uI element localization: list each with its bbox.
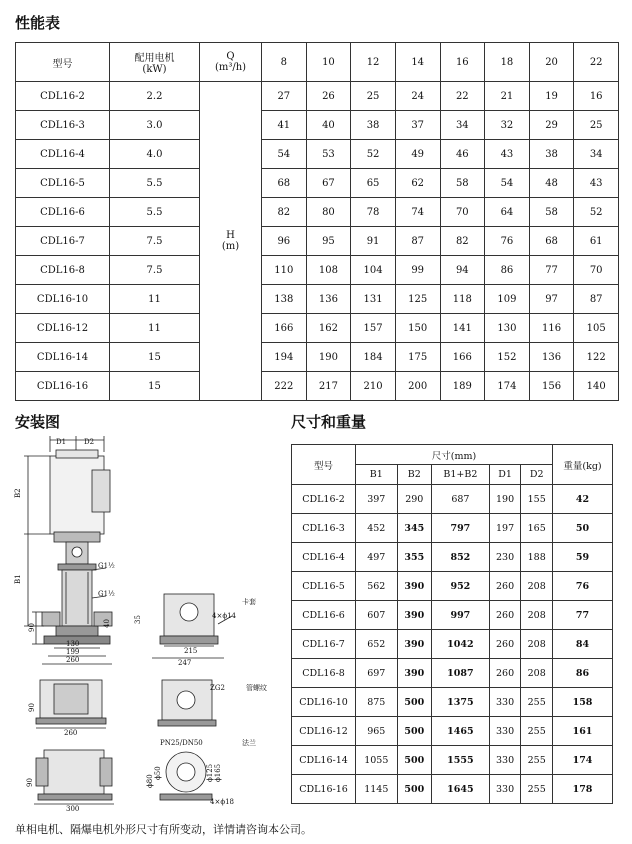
perf-head-value: 140: [574, 372, 619, 401]
dims-sub: B1: [356, 465, 398, 485]
perf-flow: 10: [306, 43, 351, 82]
dims-col-size: 尺寸(mm): [356, 445, 553, 465]
label-pn-dn: PN25/DN50: [160, 739, 203, 747]
dims-col-weight: 重量(kg): [553, 445, 613, 485]
thread-variant-view: [28, 680, 267, 737]
dims-b2: 355: [397, 543, 431, 572]
perf-head-value: 150: [395, 314, 440, 343]
perf-col-q: [200, 43, 262, 82]
perf-power: 5.5: [110, 198, 200, 227]
perf-power: 7.5: [110, 227, 200, 256]
dims-sum: 952: [431, 572, 489, 601]
perf-col-q-label: Q: [226, 51, 235, 62]
dims-b2: 500: [397, 688, 431, 717]
table-row: [292, 543, 613, 572]
perf-head-value: 52: [351, 140, 396, 169]
perf-head-value: 87: [574, 285, 619, 314]
perf-head-value: 222: [262, 372, 307, 401]
dims-sum: 1465: [431, 717, 489, 746]
dims-d1: 260: [489, 630, 521, 659]
perf-head-value: 24: [395, 82, 440, 111]
perf-head-value: 70: [440, 198, 485, 227]
perf-col-model: 型号: [16, 43, 110, 82]
perf-head-value: 86: [485, 256, 530, 285]
table-row: [292, 659, 613, 688]
dimensions-table: [291, 444, 613, 804]
perf-flow: 8: [262, 43, 307, 82]
perf-head-value: 68: [262, 169, 307, 198]
perf-head-value: 67: [306, 169, 351, 198]
perf-head-value: 25: [351, 82, 396, 111]
perf-head-value: 77: [529, 256, 574, 285]
label-clamp: 卡套: [242, 598, 256, 606]
perf-head-value: 80: [306, 198, 351, 227]
table-row: [292, 746, 613, 775]
label-holes-14: 4×ϕ14: [212, 612, 236, 620]
dims-model: CDL16-14: [292, 746, 356, 775]
table-row: [292, 630, 613, 659]
label-dim-90a: 90: [28, 623, 36, 632]
perf-head-value: 194: [262, 343, 307, 372]
perf-model: CDL16-5: [16, 169, 110, 198]
perf-head-value: 96: [262, 227, 307, 256]
table-row: [292, 514, 613, 543]
perf-head-value: 118: [440, 285, 485, 314]
dims-d2: 208: [521, 601, 553, 630]
installation-drawing: [14, 432, 282, 812]
dims-b1: 875: [356, 688, 398, 717]
perf-head-value: 46: [440, 140, 485, 169]
perf-head-value: 200: [395, 372, 440, 401]
dims-weight: 158: [553, 688, 613, 717]
perf-head-value: 136: [306, 285, 351, 314]
perf-head-value: 116: [529, 314, 574, 343]
perf-flow: 22: [574, 43, 619, 82]
label-dim-90c: 90: [26, 778, 34, 787]
performance-header-row: [16, 43, 619, 82]
label-d1: D1: [56, 438, 67, 446]
perf-head-value: 48: [529, 169, 574, 198]
perf-h-cell: [200, 82, 262, 401]
table-row: [292, 601, 613, 630]
label-dim-215: 215: [184, 647, 198, 655]
perf-head-value: 152: [485, 343, 530, 372]
perf-power: 11: [110, 314, 200, 343]
perf-head-value: 38: [351, 111, 396, 140]
perf-flow: 20: [529, 43, 574, 82]
perf-head-value: 26: [306, 82, 351, 111]
perf-flow: 16: [440, 43, 485, 82]
table-row: [292, 775, 613, 804]
dims-weight: 86: [553, 659, 613, 688]
label-phi50: ϕ50: [154, 766, 162, 780]
label-dim-260a: 260: [66, 656, 80, 664]
perf-head-value: 58: [529, 198, 574, 227]
label-phi125: ϕ125: [206, 763, 214, 782]
dims-d1: 330: [489, 688, 521, 717]
perf-power: 11: [110, 285, 200, 314]
pump-elevation-view: [14, 436, 115, 664]
label-b1: B1: [14, 574, 22, 584]
dims-b2: 390: [397, 659, 431, 688]
dims-b2: 500: [397, 775, 431, 804]
label-phi165: ϕ165: [214, 763, 222, 782]
dims-model: CDL16-16: [292, 775, 356, 804]
dims-weight: 76: [553, 572, 613, 601]
table-row: [16, 111, 619, 140]
perf-head-value: 68: [529, 227, 574, 256]
table-row: [292, 688, 613, 717]
perf-head-value: 184: [351, 343, 396, 372]
perf-model: CDL16-7: [16, 227, 110, 256]
perf-head-value: 49: [395, 140, 440, 169]
perf-head-value: 25: [574, 111, 619, 140]
perf-head-value: 174: [485, 372, 530, 401]
perf-head-value: 61: [574, 227, 619, 256]
table-row: [16, 343, 619, 372]
dims-b1: 562: [356, 572, 398, 601]
table-row: [16, 82, 619, 111]
dims-d2: 255: [521, 746, 553, 775]
dims-weight: 77: [553, 601, 613, 630]
dims-b1: 607: [356, 601, 398, 630]
perf-h-label: H: [226, 230, 235, 241]
table-row: [16, 198, 619, 227]
perf-head-value: 141: [440, 314, 485, 343]
flange-variant-view: [26, 738, 256, 812]
perf-head-value: 34: [440, 111, 485, 140]
dims-weight: 161: [553, 717, 613, 746]
dims-d1: 260: [489, 659, 521, 688]
dims-b1: 652: [356, 630, 398, 659]
dims-sum: 1555: [431, 746, 489, 775]
dims-sum: 1645: [431, 775, 489, 804]
dims-model: CDL16-3: [292, 514, 356, 543]
dims-d1: 197: [489, 514, 521, 543]
table-row: [16, 285, 619, 314]
perf-head-value: 54: [262, 140, 307, 169]
dims-d2: 255: [521, 688, 553, 717]
perf-head-value: 58: [440, 169, 485, 198]
dims-model: CDL16-6: [292, 601, 356, 630]
dims-b2: 390: [397, 630, 431, 659]
dimensions-title: 尺寸和重量: [291, 413, 367, 431]
table-row: [292, 485, 613, 514]
perf-head-value: 43: [574, 169, 619, 198]
perf-head-value: 76: [485, 227, 530, 256]
dims-d2: 255: [521, 717, 553, 746]
dims-b1: 397: [356, 485, 398, 514]
dims-b2: 345: [397, 514, 431, 543]
dims-d2: 208: [521, 659, 553, 688]
coupling-icon: [72, 547, 82, 557]
perf-model: CDL16-3: [16, 111, 110, 140]
perf-head-value: 138: [262, 285, 307, 314]
dims-d2: 188: [521, 543, 553, 572]
dims-d1: 330: [489, 717, 521, 746]
perf-model: CDL16-6: [16, 198, 110, 227]
dims-sum: 997: [431, 601, 489, 630]
install-title: 安装图: [15, 413, 61, 431]
perf-head-value: 125: [395, 285, 440, 314]
dims-sum: 797: [431, 514, 489, 543]
dims-d1: 330: [489, 775, 521, 804]
perf-head-value: 156: [529, 372, 574, 401]
dims-b2: 390: [397, 601, 431, 630]
label-dim-35: 35: [134, 615, 142, 624]
performance-title: 性能表: [15, 14, 61, 32]
perf-head-value: 41: [262, 111, 307, 140]
perf-head-value: 131: [351, 285, 396, 314]
label-dim-40: 40: [103, 619, 111, 628]
perf-model: CDL16-2: [16, 82, 110, 111]
dims-weight: 174: [553, 746, 613, 775]
label-b2: B2: [14, 488, 22, 498]
dims-b1: 452: [356, 514, 398, 543]
dims-model: CDL16-10: [292, 688, 356, 717]
perf-head-value: 52: [574, 198, 619, 227]
perf-power: 15: [110, 372, 200, 401]
dims-weight: 178: [553, 775, 613, 804]
perf-col-power-unit: (kW): [142, 64, 167, 75]
perf-head-value: 54: [485, 169, 530, 198]
dims-d2: 208: [521, 630, 553, 659]
perf-head-value: 130: [485, 314, 530, 343]
dims-b1: 1055: [356, 746, 398, 775]
dims-header-row-1: [292, 445, 613, 465]
perf-head-value: 32: [485, 111, 530, 140]
dims-d1: 260: [489, 572, 521, 601]
perf-power: 3.0: [110, 111, 200, 140]
label-g1-outlet: G1½: [98, 562, 115, 570]
perf-head-value: 210: [351, 372, 396, 401]
dims-b1: 497: [356, 543, 398, 572]
label-dim-247: 247: [178, 659, 192, 667]
perf-model: CDL16-14: [16, 343, 110, 372]
label-dim-90b: 90: [28, 703, 36, 712]
dims-sum: 1042: [431, 630, 489, 659]
perf-model: CDL16-10: [16, 285, 110, 314]
dims-sum: 687: [431, 485, 489, 514]
pump-stack: [62, 570, 92, 626]
table-row: [292, 717, 613, 746]
table-row: [16, 140, 619, 169]
dims-d2: 155: [521, 485, 553, 514]
perf-head-value: 99: [395, 256, 440, 285]
perf-head-value: 166: [440, 343, 485, 372]
perf-head-value: 166: [262, 314, 307, 343]
perf-head-value: 82: [262, 198, 307, 227]
label-dim-300: 300: [66, 805, 80, 812]
perf-head-value: 95: [306, 227, 351, 256]
perf-head-value: 157: [351, 314, 396, 343]
perf-head-value: 78: [351, 198, 396, 227]
perf-head-value: 64: [485, 198, 530, 227]
perf-head-value: 62: [395, 169, 440, 198]
perf-head-value: 53: [306, 140, 351, 169]
perf-head-value: 82: [440, 227, 485, 256]
perf-head-value: 136: [529, 343, 574, 372]
perf-head-value: 40: [306, 111, 351, 140]
table-row: [16, 227, 619, 256]
perf-flow: 18: [485, 43, 530, 82]
dims-b1: 1145: [356, 775, 398, 804]
table-row: [16, 314, 619, 343]
perf-head-value: 109: [485, 285, 530, 314]
perf-head-value: 97: [529, 285, 574, 314]
footnote: 单相电机、隔爆电机外形尺寸有所变动，详情请咨询本公司。: [15, 823, 312, 836]
table-row: [16, 169, 619, 198]
perf-head-value: 70: [574, 256, 619, 285]
clamp-side-view: [134, 594, 256, 667]
dims-model: CDL16-12: [292, 717, 356, 746]
perf-head-value: 43: [485, 140, 530, 169]
perf-head-value: 38: [529, 140, 574, 169]
perf-head-value: 190: [306, 343, 351, 372]
label-thread: 管螺纹: [246, 684, 267, 692]
dims-model: CDL16-2: [292, 485, 356, 514]
dims-weight: 42: [553, 485, 613, 514]
dims-sub: D2: [521, 465, 553, 485]
terminal-box: [92, 470, 110, 512]
dims-col-model: 型号: [292, 445, 356, 485]
dims-model: CDL16-5: [292, 572, 356, 601]
perf-power: 4.0: [110, 140, 200, 169]
perf-power: 15: [110, 343, 200, 372]
perf-model: CDL16-12: [16, 314, 110, 343]
perf-power: 7.5: [110, 256, 200, 285]
perf-head-value: 94: [440, 256, 485, 285]
perf-col-power: [110, 43, 200, 82]
perf-head-value: 65: [351, 169, 396, 198]
label-dim-130: 130: [66, 640, 80, 648]
perf-head-value: 104: [351, 256, 396, 285]
perf-head-value: 217: [306, 372, 351, 401]
perf-head-value: 19: [529, 82, 574, 111]
dims-model: CDL16-4: [292, 543, 356, 572]
perf-model: CDL16-8: [16, 256, 110, 285]
perf-head-value: 162: [306, 314, 351, 343]
perf-head-value: 74: [395, 198, 440, 227]
perf-head-value: 110: [262, 256, 307, 285]
dims-model: CDL16-7: [292, 630, 356, 659]
perf-flow: 14: [395, 43, 440, 82]
dims-b1: 965: [356, 717, 398, 746]
table-row: [292, 572, 613, 601]
dims-sum: 852: [431, 543, 489, 572]
perf-head-value: 108: [306, 256, 351, 285]
dims-d2: 165: [521, 514, 553, 543]
label-dim-199: 199: [66, 648, 80, 656]
perf-head-value: 91: [351, 227, 396, 256]
perf-head-value: 189: [440, 372, 485, 401]
dims-d1: 190: [489, 485, 521, 514]
perf-model: CDL16-4: [16, 140, 110, 169]
perf-head-value: 27: [262, 82, 307, 111]
perf-col-q-unit: (m³/h): [214, 62, 247, 73]
dims-b2: 500: [397, 717, 431, 746]
dims-sum: 1087: [431, 659, 489, 688]
perf-h-unit: (m): [221, 241, 240, 252]
perf-head-value: 16: [574, 82, 619, 111]
label-dim-260b: 260: [64, 729, 78, 737]
dims-b2: 290: [397, 485, 431, 514]
perf-head-value: 122: [574, 343, 619, 372]
label-holes-18: 4×ϕ18: [210, 798, 234, 806]
table-row: [16, 372, 619, 401]
perf-flow: 12: [351, 43, 396, 82]
perf-power: 2.2: [110, 82, 200, 111]
dims-d1: 330: [489, 746, 521, 775]
dims-model: CDL16-8: [292, 659, 356, 688]
dims-b2: 390: [397, 572, 431, 601]
label-phi80: ϕ80: [146, 774, 154, 788]
dims-weight: 59: [553, 543, 613, 572]
label-zg2: ZG2: [210, 684, 225, 692]
dims-sub: B2: [397, 465, 431, 485]
label-flange: 法兰: [242, 739, 256, 747]
performance-table: [15, 42, 619, 401]
dims-b1: 697: [356, 659, 398, 688]
dims-sub: B1+B2: [431, 465, 489, 485]
perf-head-value: 175: [395, 343, 440, 372]
perf-head-value: 37: [395, 111, 440, 140]
perf-head-value: 22: [440, 82, 485, 111]
perf-head-value: 29: [529, 111, 574, 140]
dims-sub: D1: [489, 465, 521, 485]
label-d2: D2: [84, 438, 95, 446]
dims-sum: 1375: [431, 688, 489, 717]
dims-weight: 50: [553, 514, 613, 543]
dims-d1: 230: [489, 543, 521, 572]
label-g1-inlet: G1½: [98, 590, 115, 598]
perf-head-value: 87: [395, 227, 440, 256]
perf-col-power-label: 配用电机: [134, 53, 175, 64]
dims-weight: 84: [553, 630, 613, 659]
dims-b2: 500: [397, 746, 431, 775]
perf-head-value: 21: [485, 82, 530, 111]
perf-power: 5.5: [110, 169, 200, 198]
dims-d1: 260: [489, 601, 521, 630]
dims-d2: 208: [521, 572, 553, 601]
perf-head-value: 34: [574, 140, 619, 169]
table-row: [16, 256, 619, 285]
dims-d2: 255: [521, 775, 553, 804]
perf-model: CDL16-16: [16, 372, 110, 401]
perf-head-value: 105: [574, 314, 619, 343]
